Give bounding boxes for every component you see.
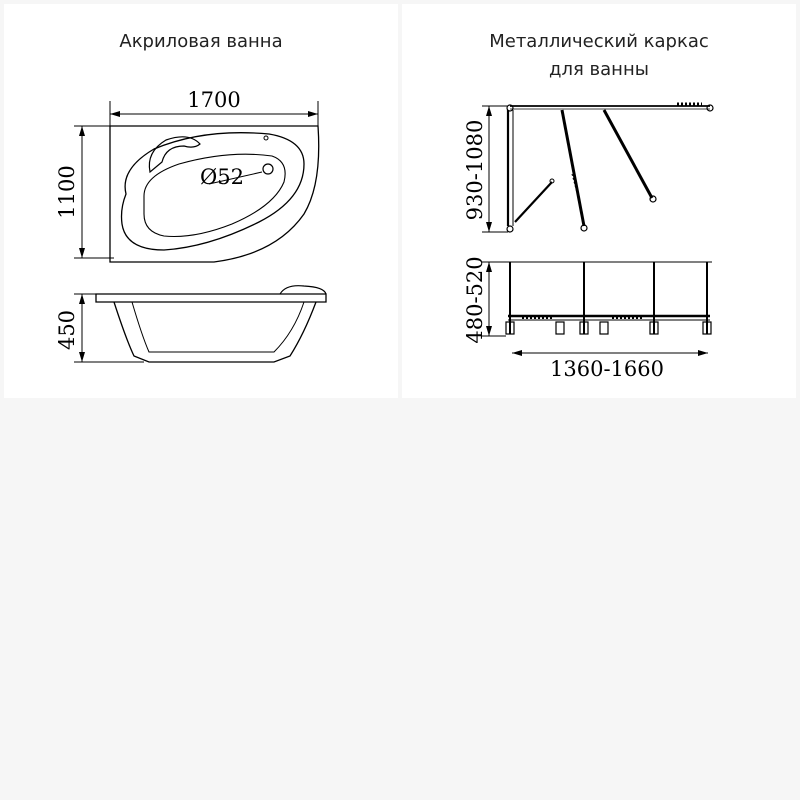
frame-top-view: [507, 104, 713, 232]
length-label: 1700: [187, 88, 241, 112]
frame-length-dimension: [512, 350, 708, 356]
metal-frame-title-line2: для ванны: [549, 59, 649, 80]
height-label: 450: [55, 309, 79, 351]
width-label: 1100: [55, 165, 79, 219]
acrylic-bath-drawing: [4, 4, 398, 398]
acrylic-bath-panel: [4, 4, 398, 398]
frame-side-view: [506, 262, 712, 334]
metal-frame-drawing: [402, 4, 796, 398]
frame-height-label: 930-1080: [463, 119, 487, 221]
height-dimension: [74, 294, 144, 362]
frame-length-label: 1360-1660: [550, 357, 664, 381]
metal-frame-title-line1: Металлический каркас: [489, 31, 709, 52]
drain-diameter-label: Ø52: [200, 165, 244, 189]
acrylic-bath-title: Акриловая ванна: [119, 31, 283, 52]
metal-frame-panel: [402, 4, 796, 398]
bath-top-view: [110, 126, 319, 262]
bath-side-view: [96, 286, 326, 362]
width-dimension: [74, 126, 114, 258]
leg-height-label: 480-520: [463, 256, 487, 344]
